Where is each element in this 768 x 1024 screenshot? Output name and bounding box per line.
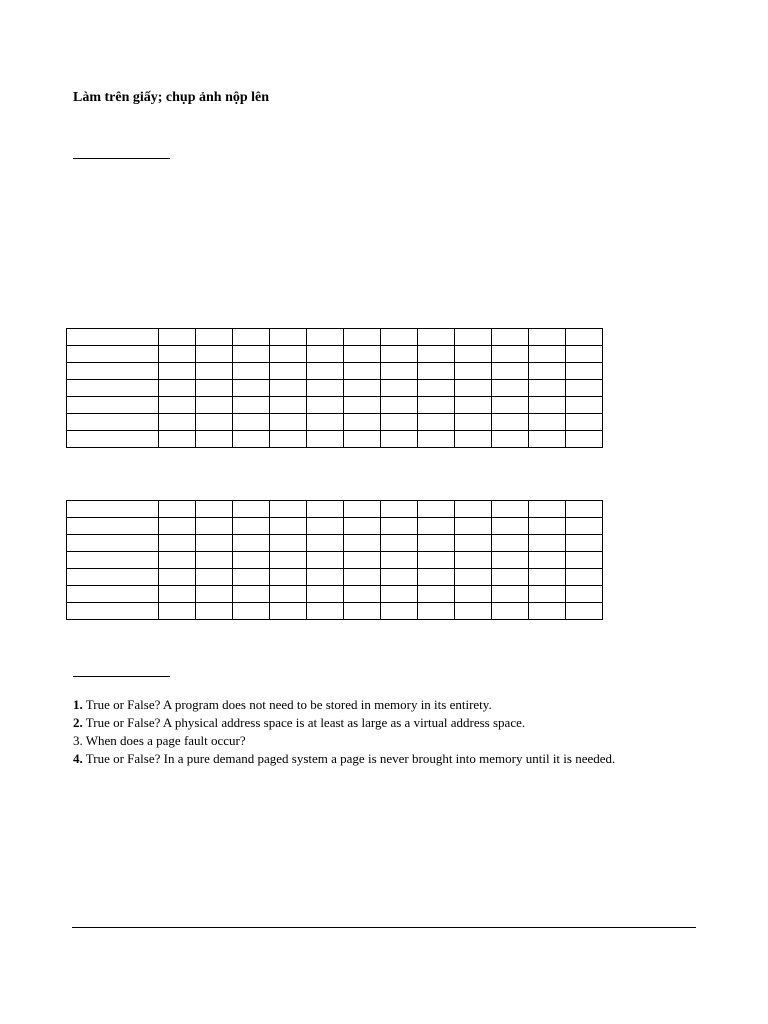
table-cell: [67, 363, 159, 380]
table-cell: [455, 346, 492, 363]
table-cell: [307, 329, 344, 346]
table-cell: [566, 586, 603, 603]
table-cell: [270, 552, 307, 569]
table-cell: [270, 501, 307, 518]
table-cell: [418, 569, 455, 586]
table-cell: [418, 501, 455, 518]
table-cell: [233, 552, 270, 569]
table-cell: [455, 535, 492, 552]
question-item: [73, 696, 673, 714]
table-cell: [418, 518, 455, 535]
table-cell: [529, 535, 566, 552]
table-cell: [159, 346, 196, 363]
table-cell: [344, 380, 381, 397]
table-cell: [566, 518, 603, 535]
table-cell: [492, 431, 529, 448]
table-cell: [344, 586, 381, 603]
table-cell: [233, 501, 270, 518]
question-list: [73, 696, 673, 768]
table-cell: [196, 535, 233, 552]
table-cell: [67, 431, 159, 448]
table-cell: [529, 380, 566, 397]
table-cell: [492, 518, 529, 535]
table-cell: [529, 431, 566, 448]
table-cell: [159, 603, 196, 620]
table-cell: [307, 431, 344, 448]
section-divider: [73, 676, 170, 677]
table-cell: [418, 431, 455, 448]
table-row: [67, 586, 603, 603]
table-cell: [529, 346, 566, 363]
table-cell: [566, 431, 603, 448]
table-cell: [344, 363, 381, 380]
table-cell: [566, 414, 603, 431]
table-cell: [307, 569, 344, 586]
table-cell: [455, 586, 492, 603]
table-cell: [270, 380, 307, 397]
table-cell: [196, 397, 233, 414]
table-cell: [529, 397, 566, 414]
table-cell: [566, 346, 603, 363]
table-cell: [566, 329, 603, 346]
table-cell: [196, 552, 233, 569]
table-cell: [196, 346, 233, 363]
table-row: [67, 501, 603, 518]
table-cell: [455, 552, 492, 569]
table-cell: [529, 586, 566, 603]
table-cell: [381, 501, 418, 518]
table-cell: [67, 380, 159, 397]
table-cell: [196, 329, 233, 346]
table-cell: [196, 518, 233, 535]
table-cell: [529, 414, 566, 431]
table-cell: [455, 431, 492, 448]
table-cell: [67, 569, 159, 586]
table-cell: [492, 569, 529, 586]
question-item: [73, 750, 673, 768]
table-cell: [270, 603, 307, 620]
table-cell: [270, 397, 307, 414]
table-cell: [196, 586, 233, 603]
table-cell: [381, 380, 418, 397]
table-cell: [196, 414, 233, 431]
table-cell: [492, 380, 529, 397]
page-title: Làm trên giấy; chụp ảnh nộp lên: [73, 90, 270, 105]
table-cell: [418, 329, 455, 346]
table-cell: [492, 363, 529, 380]
table-cell: [270, 329, 307, 346]
table-cell: [492, 414, 529, 431]
table-cell: [196, 431, 233, 448]
table-cell: [418, 535, 455, 552]
table-cell: [270, 586, 307, 603]
table-cell: [492, 603, 529, 620]
table-cell: [307, 501, 344, 518]
table-row: [67, 397, 603, 414]
table-cell: [418, 397, 455, 414]
table-cell: [344, 431, 381, 448]
table-cell: [381, 431, 418, 448]
table-cell: [307, 414, 344, 431]
table-cell: [455, 363, 492, 380]
table-row: [67, 329, 603, 346]
table-cell: [233, 414, 270, 431]
table-cell: [381, 586, 418, 603]
answer-grid-2: [66, 500, 603, 620]
table-row: [67, 431, 603, 448]
table-cell: [159, 501, 196, 518]
table-cell: [233, 518, 270, 535]
question-number: 2.: [73, 715, 83, 730]
table-cell: [418, 552, 455, 569]
table-cell: [455, 518, 492, 535]
table-cell: [67, 552, 159, 569]
table-cell: [270, 569, 307, 586]
table-cell: [492, 329, 529, 346]
table-cell: [159, 397, 196, 414]
table-cell: [159, 329, 196, 346]
table-row: [67, 518, 603, 535]
question-item: [73, 714, 673, 732]
table-cell: [233, 397, 270, 414]
table-cell: [492, 586, 529, 603]
table-cell: [529, 552, 566, 569]
table-cell: [566, 363, 603, 380]
table-cell: [67, 535, 159, 552]
footer-divider: [72, 927, 696, 928]
table-cell: [455, 380, 492, 397]
table-cell: [233, 586, 270, 603]
table-cell: [455, 569, 492, 586]
table-cell: [381, 552, 418, 569]
table-cell: [67, 329, 159, 346]
table-row: [67, 569, 603, 586]
table-cell: [270, 431, 307, 448]
table-cell: [270, 518, 307, 535]
table-cell: [492, 397, 529, 414]
table-cell: [566, 380, 603, 397]
table-cell: [344, 397, 381, 414]
table-cell: [418, 414, 455, 431]
table-cell: [233, 346, 270, 363]
question-text: When does a page fault occur?: [85, 733, 246, 748]
table-cell: [492, 501, 529, 518]
table-cell: [418, 586, 455, 603]
table-cell: [233, 363, 270, 380]
table-cell: [455, 397, 492, 414]
table-cell: [566, 535, 603, 552]
table-cell: [529, 569, 566, 586]
table-cell: [381, 603, 418, 620]
table-cell: [196, 380, 233, 397]
table-cell: [381, 535, 418, 552]
answer-grid-1: [66, 328, 603, 448]
table-cell: [233, 431, 270, 448]
table-cell: [492, 535, 529, 552]
table-cell: [196, 603, 233, 620]
table-cell: [196, 363, 233, 380]
table-cell: [529, 363, 566, 380]
table-cell: [307, 346, 344, 363]
table-cell: [566, 552, 603, 569]
table-cell: [455, 501, 492, 518]
table-cell: [455, 603, 492, 620]
question-item: [73, 732, 673, 750]
table-cell: [381, 414, 418, 431]
table-cell: [344, 569, 381, 586]
table-cell: [270, 535, 307, 552]
table-cell: [529, 329, 566, 346]
table-cell: [67, 518, 159, 535]
table-cell: [67, 501, 159, 518]
table-cell: [159, 518, 196, 535]
table-cell: [307, 397, 344, 414]
table-cell: [418, 363, 455, 380]
table-cell: [196, 569, 233, 586]
table-cell: [159, 552, 196, 569]
table-cell: [492, 552, 529, 569]
table-cell: [344, 518, 381, 535]
table-cell: [307, 380, 344, 397]
table-cell: [159, 363, 196, 380]
table-cell: [307, 552, 344, 569]
question-number: 1.: [73, 697, 83, 712]
table-cell: [67, 397, 159, 414]
table-cell: [344, 414, 381, 431]
table-cell: [233, 380, 270, 397]
question-text: True or False? In a pure demand paged system a page is never brought into memory until it is needed.: [85, 751, 616, 766]
table-cell: [418, 380, 455, 397]
table-cell: [344, 329, 381, 346]
table-cell: [307, 603, 344, 620]
table-cell: [455, 414, 492, 431]
table-cell: [344, 501, 381, 518]
table-cell: [159, 535, 196, 552]
table-cell: [233, 329, 270, 346]
question-text: True or False? A physical address space is at least as large as a virtual address space.: [85, 715, 526, 730]
table-cell: [307, 363, 344, 380]
question-number: 3.: [73, 733, 83, 748]
table-cell: [566, 603, 603, 620]
table-cell: [270, 363, 307, 380]
table-cell: [381, 329, 418, 346]
table-cell: [418, 346, 455, 363]
table-cell: [159, 431, 196, 448]
table-cell: [344, 603, 381, 620]
table-cell: [566, 501, 603, 518]
table-cell: [307, 518, 344, 535]
table-row: [67, 414, 603, 431]
table-row: [67, 535, 603, 552]
table-cell: [233, 569, 270, 586]
table-cell: [566, 397, 603, 414]
table-cell: [344, 346, 381, 363]
table-cell: [270, 414, 307, 431]
table-row: [67, 552, 603, 569]
table-cell: [381, 363, 418, 380]
table-cell: [381, 397, 418, 414]
table-cell: [492, 346, 529, 363]
table-cell: [529, 501, 566, 518]
table-row: [67, 603, 603, 620]
table-cell: [381, 518, 418, 535]
table-cell: [529, 603, 566, 620]
table-cell: [67, 414, 159, 431]
section-divider: [73, 158, 170, 159]
table-cell: [159, 569, 196, 586]
table-cell: [344, 535, 381, 552]
table-row: [67, 346, 603, 363]
table-row: [67, 380, 603, 397]
table-cell: [529, 518, 566, 535]
table-cell: [196, 501, 233, 518]
table-cell: [455, 329, 492, 346]
table-cell: [233, 603, 270, 620]
question-number: 4.: [73, 751, 83, 766]
table-cell: [67, 586, 159, 603]
table-row: [67, 363, 603, 380]
question-text: True or False? A program does not need to be stored in memory in its entirety.: [85, 697, 492, 712]
table-cell: [307, 535, 344, 552]
table-cell: [159, 380, 196, 397]
table-cell: [270, 346, 307, 363]
table-cell: [566, 569, 603, 586]
table-cell: [381, 569, 418, 586]
table-cell: [159, 414, 196, 431]
table-cell: [67, 346, 159, 363]
table-cell: [233, 535, 270, 552]
table-cell: [381, 346, 418, 363]
table-cell: [307, 586, 344, 603]
table-cell: [418, 603, 455, 620]
table-cell: [344, 552, 381, 569]
table-cell: [159, 586, 196, 603]
table-cell: [67, 603, 159, 620]
